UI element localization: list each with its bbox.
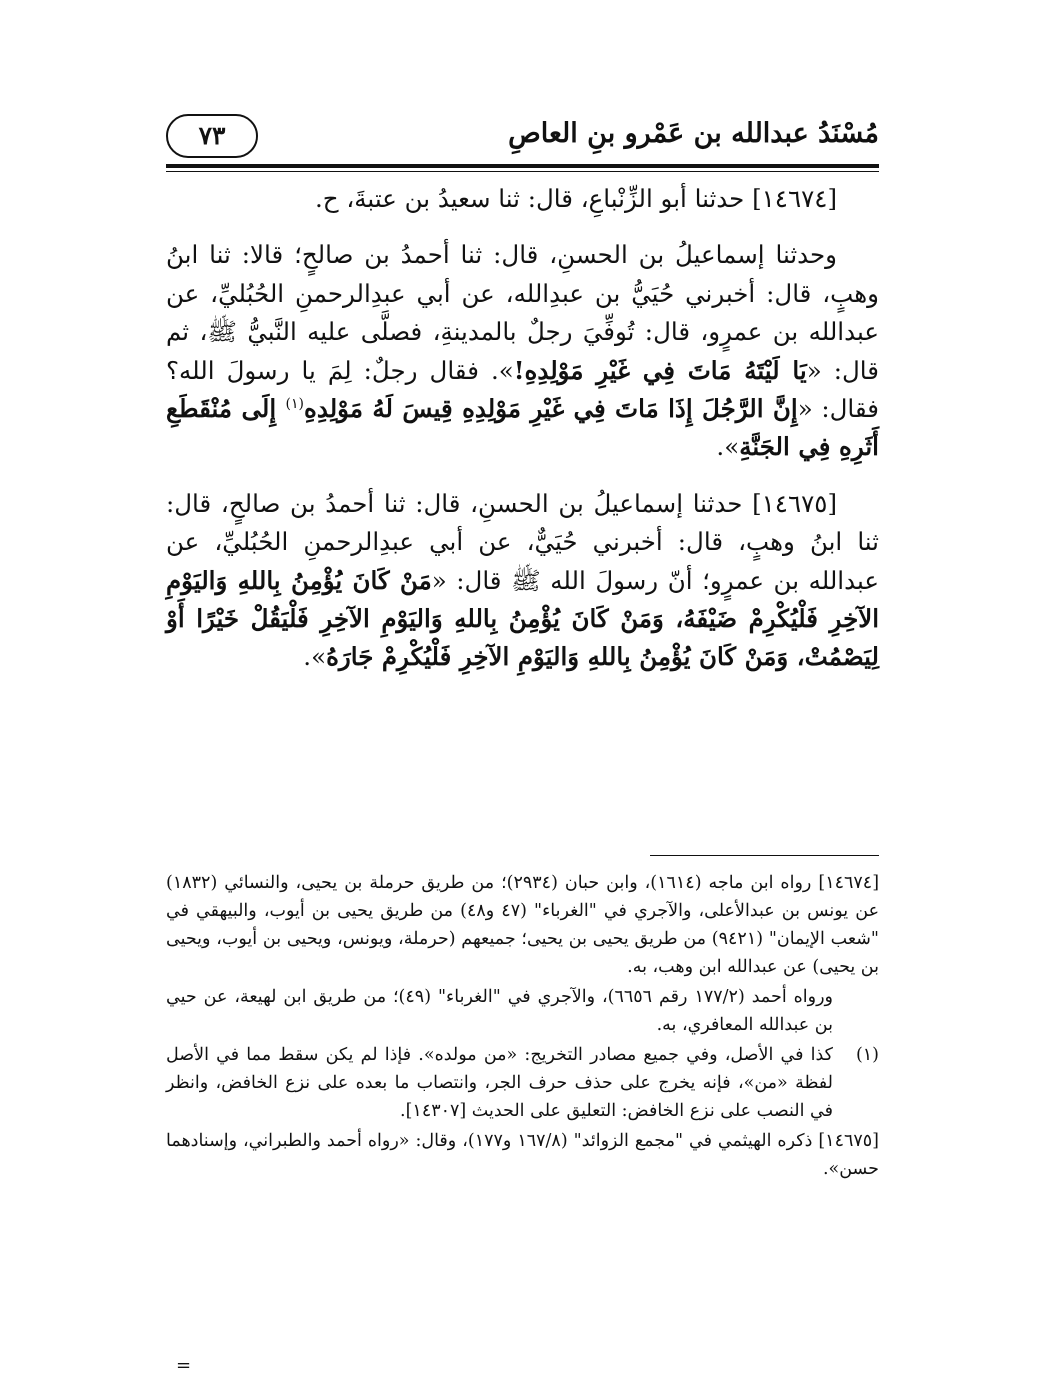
- running-header: [166, 110, 879, 162]
- footnote-text: [١٤٦٧٤] رواه ابن ماجه (١٦١٤)، وابن حبان (٢٩٣٤)؛ من طريق حرملة بن يحيى، والنسائي (١٨٣٢) عن يونس بن عبدالأعلى، والآجري في "الغرباء" (٤٧ و٤٨) من طريق يحيى بن أيوب، والبيهقي في "شعب الإيمان" (٩٤٢١) من طريق يحيى بن يحيى؛ جميعهم (حرملة، ويونس، ويحيى بن أيوب، ويحيى بن يحيى) عن عبدالله ابن وهب، به.: [166, 873, 880, 977]
- footnote-14674: [166, 869, 879, 981]
- footnote-separator: [650, 855, 879, 856]
- paragraph-text: [١٤٦٧٤] حدثنا أبو الزِّنْباعِ، قال: ثنا سعيدُ بن عتبةَ، ح.: [315, 184, 837, 213]
- paragraph-hadith-14674-chain: [166, 180, 879, 218]
- footnote-text: [١٤٦٧٥] ذكره الهيثمي في "مجمع الزوائد" (١٦٧/٨ و١٧٧)، وقال: «رواه أحمد والطبراني، وإسنادهما حسن».: [166, 1131, 879, 1179]
- header-title: مُسْنَدُ عبدالله بن عَمْرو بنِ العاصِ: [508, 118, 879, 149]
- page-number-badge: ٧٣: [166, 114, 258, 158]
- hadith-quote: إِنَّ الرَّجُلَ إِذَا مَاتَ فِي غَيْرِ مَوْلِدِهِ قِيسَ لَهُ مَوْلِدِهِ: [304, 394, 798, 424]
- closing-quote: ».: [303, 642, 327, 672]
- hadith-quote: يَا لَيْتَهُ مَاتَ فِي غَيْرِ مَوْلِدِهِ!: [513, 355, 807, 385]
- isnad-text: [١٤٦٧٥] حدثنا إسماعيلُ بن الحسنِ، قال: ثنا أحمدُ بن صالحٍ، قال: ثنا ابنُ وهبٍ، قال: أخبرني حُيَيٌّ، عن أبي عبدِالرحمنِ الحُبُليِّ، عن عبدالله بن عمرٍو؛ أنّ رسولَ الله ﷺ قال: «: [166, 488, 879, 595]
- hadith-quote: إِلَى مُنْقَطَعِ أَثَرِهِ فِي الجَنَّةِ: [166, 394, 879, 462]
- isnad-text: ». فقال رجلٌ: لِمَ يا رسولَ الله؟ فقال: «: [166, 355, 879, 424]
- isnad-text: وحدثنا إسماعيلُ بن الحسنِ، قال: ثنا أحمدُ بن صالحٍ؛ قالا: ثنا ابنُ وهبٍ، قال: أخبرني حُيَيُّ بن عبدِالله، عن أبي عبدِالرحمنِ الحُبُليِّ، عن عبدالله بن عمرٍو، قال: تُوفِّيَ رجلٌ بالمدينةِ، فصلَّى عليه النَّبيُّ ﷺ، ثم قال: «: [166, 240, 879, 385]
- footnote-marker: (١): [855, 1045, 879, 1065]
- main-text: [166, 180, 879, 695]
- header-rule-thin: [166, 171, 879, 172]
- hadith-quote: مَنْ كَانَ يُؤْمِنُ بِاللهِ وَاليَوْمِ الآخِرِ فَلْيُكْرِمْ ضَيْفَهُ، وَمَنْ كَانَ يُؤْمِنُ بِاللهِ وَاليَوْمِ الآخِرِ فَلْيَقُلْ خَيْرًا أَوْ لِيَصْمُتْ، وَمَنْ كَانَ يُؤْمِنُ بِاللهِ وَاليَوْمِ الآخِرِ فَلْيُكْرِمْ جَارَهُ: [166, 565, 879, 672]
- closing-quote: ».: [716, 432, 740, 462]
- paragraph-hadith-14674-text: [166, 236, 879, 466]
- footnote-text: كذا في الأصل، وفي جميع مصادر التخريج: «من مولده». فإذا لم يكن سقط مما في الأصل لفظة «من»، فإنه يخرج على حذف حرف الجر، وانتصاب ما بعده على نزع الخافض، وانظر في النصب على نزع الخافض: التعليق على الحديث [١٤٣٠٧].: [166, 1045, 833, 1121]
- footnote-1: [166, 1041, 879, 1125]
- header-rule-thick: [166, 164, 879, 168]
- footnotes: [166, 869, 879, 1185]
- footnote-14674-continued: [166, 983, 879, 1039]
- footnote-14675: [166, 1127, 879, 1183]
- footnote-text: ورواه أحمد (١٧٧/٢ رقم ٦٦٥٦)، والآجري في "الغرباء" (٤٩)؛ من طريق ابن لهيعة، عن حيي بن عبدالله المعافري، به.: [166, 987, 833, 1035]
- paragraph-hadith-14675: [166, 485, 879, 677]
- footnote-ref: (١): [285, 395, 304, 412]
- continued-mark: =: [176, 1355, 192, 1376]
